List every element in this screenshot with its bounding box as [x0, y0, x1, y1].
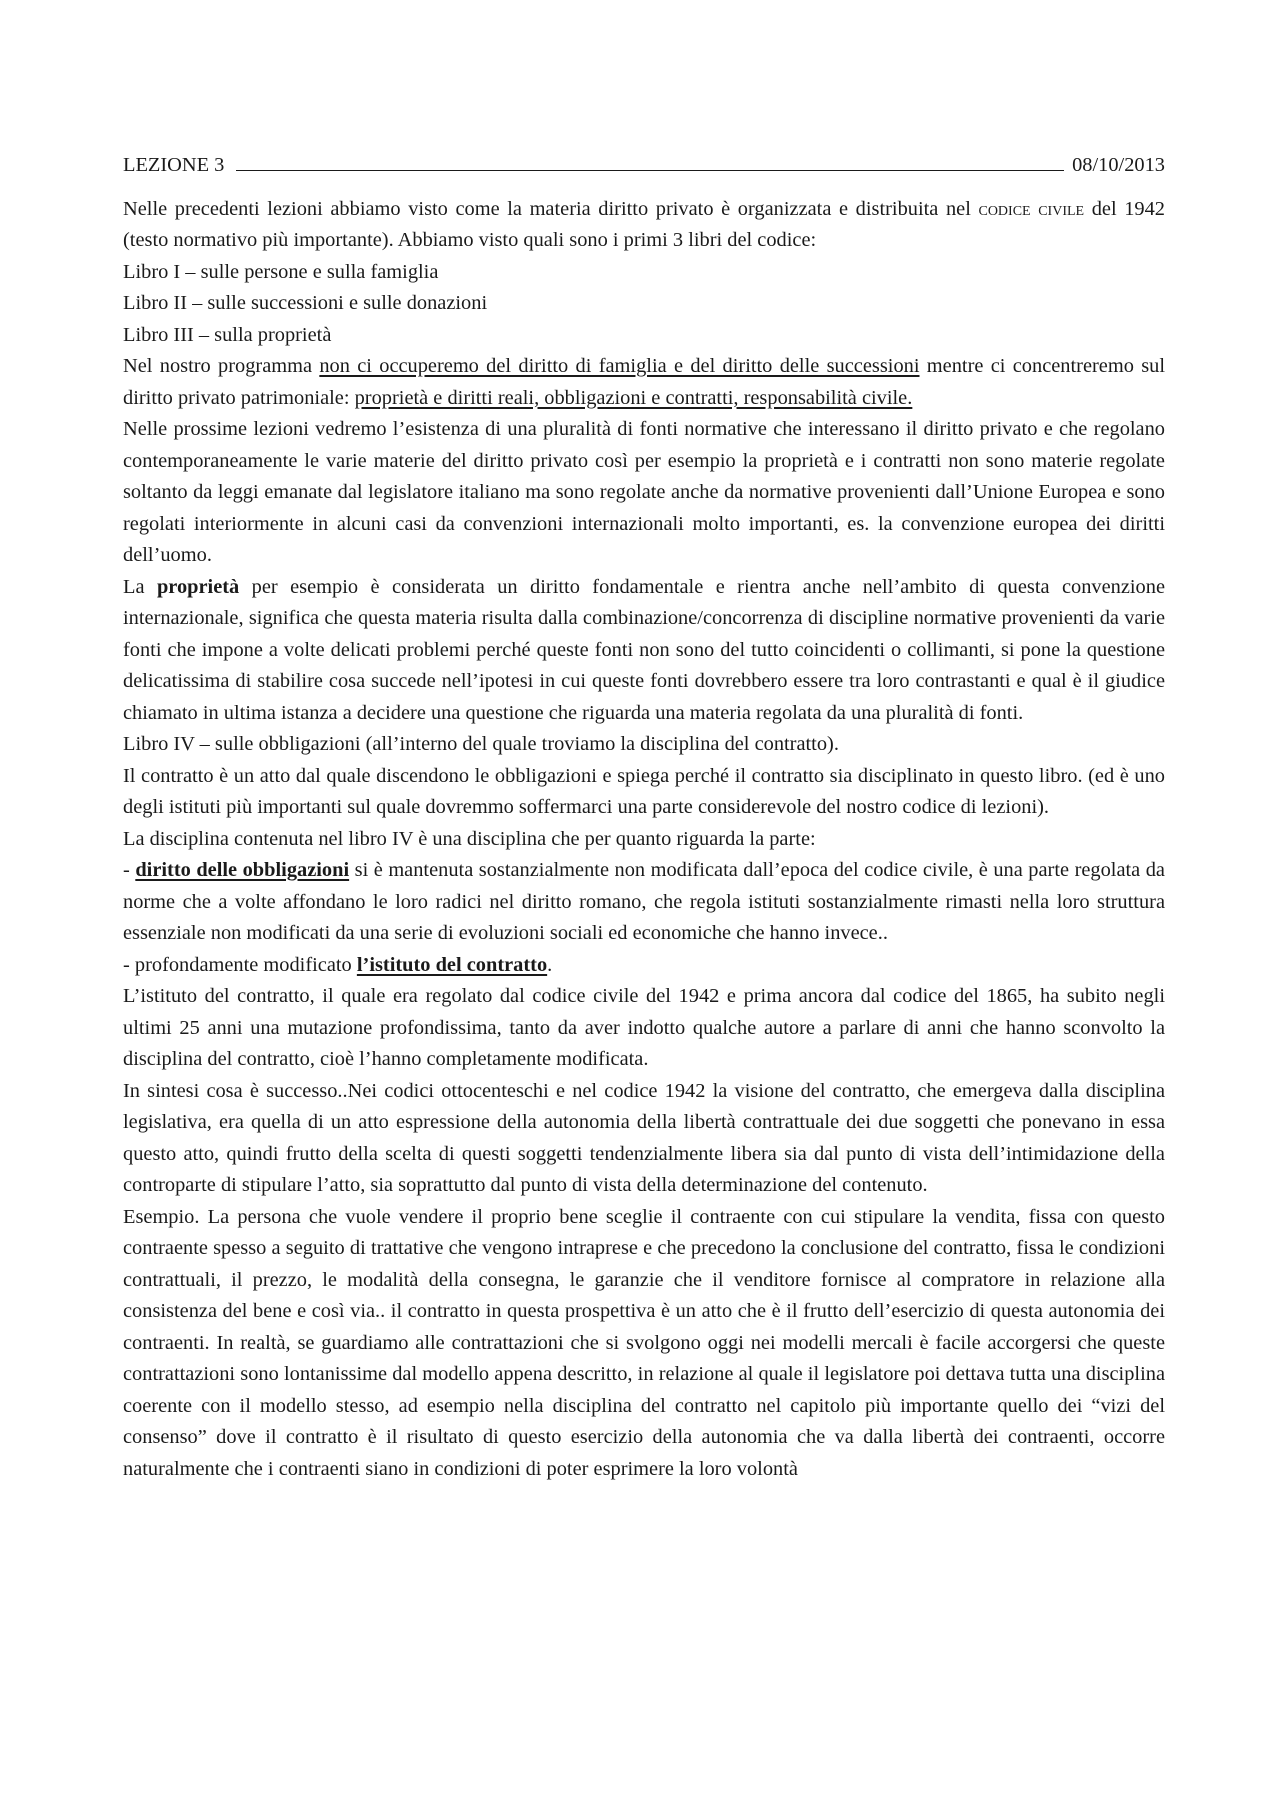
lesson-date: 08/10/2013	[1072, 154, 1165, 176]
libro-1: Libro I – sulle persone e sulla famiglia	[123, 260, 439, 283]
paragraph-fonti: Nelle prossime lezioni vedremo l’esistenza di una pluralità di fonti normative che interessano il diritto privato e che regolano contemporaneamente le varie materie del diritto privato così per esempio la proprietà e i contratti non sono materie regolate soltanto da leggi emanate dal legislatore italiano ma sono regolate anche da normative provenienti dall’Unione Europea e sono regolati interiormente in alcuni casi da convenzioni internazionali molto importanti, es. la convenzione europea dei diritti dell’uomo.	[123, 418, 1165, 566]
paragraph-intro	[123, 194, 1165, 257]
intro-text-end: del 1942 (testo normativo più importante). Abbiamo visto quali sono i primi 3 libri del codice:	[123, 197, 1166, 251]
contratto-bold-underline: l’istituto del contratto	[356, 953, 548, 976]
bullet-obbligazioni	[123, 855, 1165, 950]
paragraph-contratto: Il contratto è un atto dal quale discendono le obbligazioni e spiega perché il contratto sia disciplinato in questo libro. (ed è uno degli istituti più importanti sul quale dovremmo soffermarci una parte considerevole del nostro codice di lezioni).	[123, 764, 1165, 818]
header-rule	[236, 156, 1064, 171]
paragraph-proprieta	[123, 572, 1165, 730]
bullet-contratto	[123, 950, 1165, 982]
intro-text-start: Nelle precedenti lezioni abbiamo visto come la materia diritto privato è organizzata e distribuita nel	[123, 197, 979, 220]
libro-2: Libro II – sulle successioni e sulle donazioni	[123, 292, 488, 314]
paragraph-esempio: Esempio. La persona che vuole vendere il proprio bene sceglie il contraente con cui stipulare la vendita, fissa con questo contraente spesso a seguito di trattative che vengono intraprese e che precedono la conclusione del contratto, fissa le condizioni contrattuali, il prezzo, le modalità della consegna, le garanzie che il venditore fornisce al compratore in relazione alla consistenza del bene e così via.. il contratto in questa prospettiva è un atto che è il frutto dell’esercizio di questa autonomia dei contraenti. In realtà, se guardiamo alle contrattazioni che si svolgono oggi nei modelli mercali è facile accorgersi che queste contrattazioni sono lontanissime dal modello appena descritto, in relazione al quale il legislatore poi dettava tutta una disciplina coerente con il modello stesso, ad esempio nella disciplina del contratto nel capitolo più importante quello dei “vizi del consenso” dove il contratto è il risultato di questo esercizio della autonomia che va dalla libertà dei contraenti, occorre naturalmente che i contraenti siano in condizioni di poter esprimere la loro volontà	[123, 1205, 1165, 1480]
paragraph-sintesi: In sintesi cosa è successo..Nei codici ottocenteschi e nel codice 1942 la visione del contratto, che emergeva dalla disciplina legislativa, era quella di un atto espressione della autonomia della libertà contrattuale dei due soggetti che ponevano in essa questo atto, quindi frutto della scelta di questi soggetti tendenzialmente libera sia dal punto di vista dell’intimidazione della controparte di stipulare l’atto, sia soprattutto dal punto di vista della determinazione del contenuto.	[123, 1079, 1165, 1196]
libro-4: Libro IV – sulle obbligazioni (all’interno del quale troviamo la disciplina del contratto).	[123, 733, 839, 755]
paragraph-programma	[123, 351, 1165, 414]
proprieta-text-start: La	[123, 575, 157, 598]
contratto-period: .	[547, 953, 553, 976]
proprieta-text-end: per esempio è considerata un diritto fondamentale e rientra anche nell’ambito di questa convenzione internazionale, significa che questa materia risulta dalla combinazione/concorrenza di discipline normative provenienti da varie fonti che impone a volte delicati problemi perché queste fonti non sono del tutto coincidenti o collimanti, si pone la questione delicatissima di stabilire cosa succede nell’ipotesi in cui queste fonti dovrebbero essere tra loro contrastanti e qual è il giudice chiamato in ultima istanza a decidere una questione che riguarda una materia regolata da una pluralità di fonti.	[123, 575, 1166, 724]
programma-text-start: Nel nostro programma	[123, 355, 320, 377]
obbligazioni-bold-underline: diritto delle obbligazioni	[135, 859, 350, 881]
programma-underline-2: proprietà e diritti reali, obbligazioni e contratti, responsabilità civile.	[354, 386, 913, 409]
lesson-header	[123, 150, 1165, 182]
document-page	[123, 150, 1165, 1485]
programma-underline-1: non ci occuperemo del diritto di famiglia e del diritto delle successioni	[319, 355, 920, 377]
obbligazioni-text: si è mantenuta sostanzialmente non modificata dall’epoca del codice civile, è una parte regolata da norme che a volte affondano le loro radici nel diritto romano, che regola istituti sostanzialmente rimasti nella loro struttura essenziale non modificati da una serie di evoluzioni sociali ed economiche che hanno invece..	[123, 859, 1165, 944]
contratto-text-start: - profondamente modificato	[123, 953, 357, 976]
proprieta-bold: proprietà	[156, 575, 240, 598]
paragraph-istituto: L’istituto del contratto, il quale era regolato dal codice civile del 1942 e prima ancora dal codice del 1865, ha subito negli ultimi 25 anni una mutazione profondissima, tanto da aver indotto qualche autore a parlare di anni che hanno sconvolto la disciplina del contratto, cioè l’hanno completamente modificata.	[123, 985, 1165, 1070]
bullet-dash: -	[123, 859, 136, 881]
paragraph-disciplina: La disciplina contenuta nel libro IV è una disciplina che per quanto riguarda la parte:	[123, 827, 816, 850]
lesson-title: LEZIONE 3	[123, 154, 225, 176]
codice-civile-smallcaps: codice civile	[978, 197, 1085, 220]
programma-text-mid: mentre ci concentreremo sul diritto privato patrimoniale:	[123, 355, 1165, 409]
libro-3: Libro III – sulla proprietà	[123, 323, 332, 346]
